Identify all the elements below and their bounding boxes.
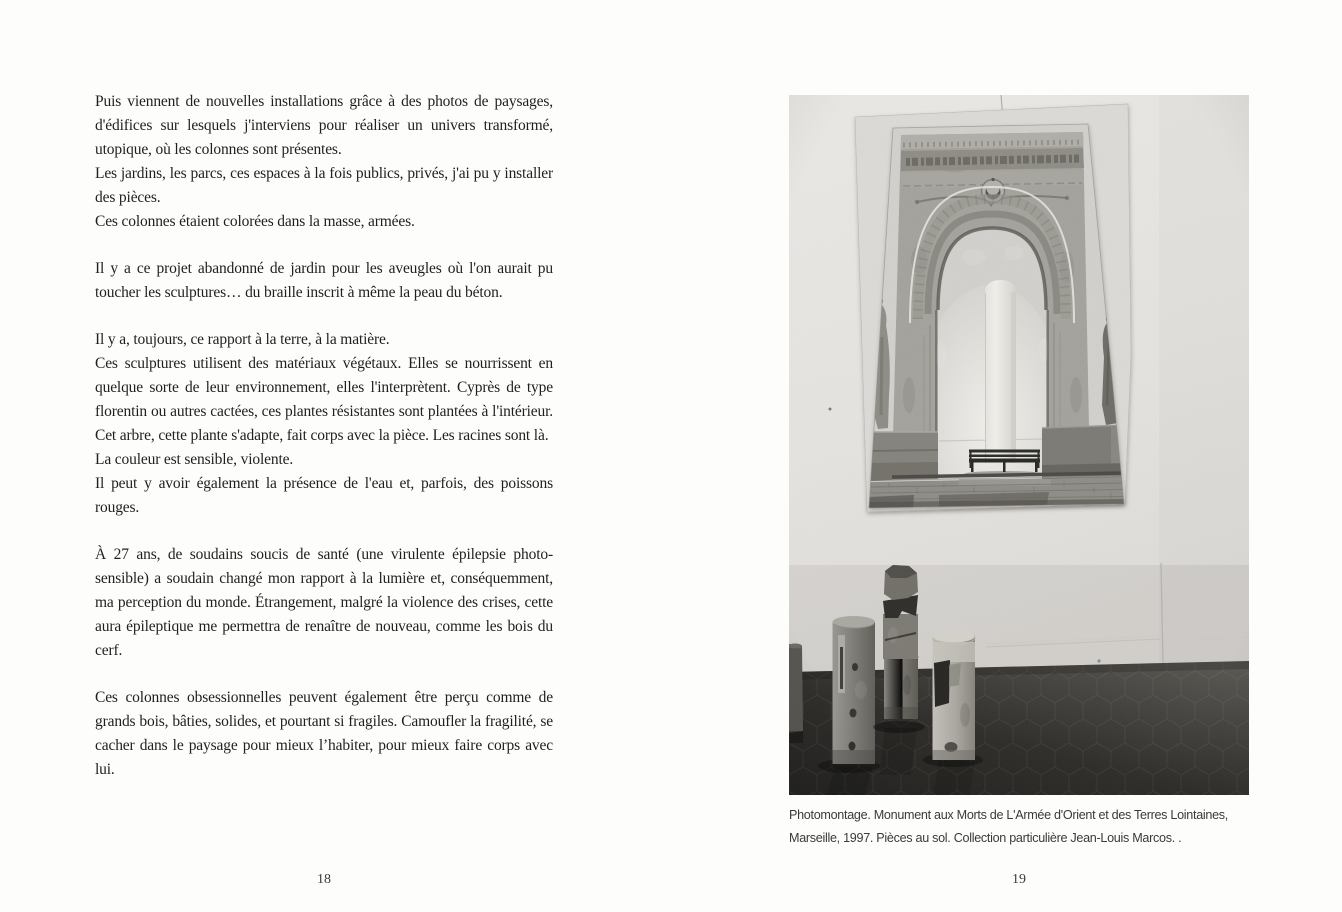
photo-vignette (789, 95, 1249, 795)
paragraph (95, 543, 553, 663)
paragraph (95, 328, 553, 520)
paragraph-line: La couleur est sensible, violente. (95, 451, 294, 468)
paragraph-line: Ces colonnes étaient colorées dans la masse, armées. (95, 213, 415, 230)
text-block (95, 90, 553, 805)
paragraph-line: Il y a ce projet abandonné de jardin pour les aveugles où l'on aurait pu toucher les sculptures… du braille inscrit à même la peau du béton. (95, 260, 553, 301)
paragraph-line: Les jardins, les parcs, ces espaces à la fois publics, privés, j'ai pu y installer des pièces. (95, 165, 553, 206)
photo-caption (789, 804, 1255, 850)
page-number-right: 19 (1012, 872, 1026, 887)
paragraph-line: Il peut y avoir également la présence de l'eau et, parfois, des poissons rouges. (95, 475, 553, 516)
paragraph-line: Ces sculptures utilisent des matériaux végétaux. Elles se nourrissent en quelque sorte de leur environnement, elles l'interprètent. Cyprès de type florentin ou autres cactées, ces plantes résistantes sont plantées à l'intérieur. Cet arbre, cette plante s'adapte, fait corps avec la pièce. Les racines sont là. (95, 355, 553, 444)
page-number-left: 18 (317, 872, 331, 887)
paragraph (95, 257, 553, 305)
paragraph-line: Puis viennent de nouvelles installations grâce à des photos de paysages, d'édifices sur lesquels j'interviens pour réaliser un univers transformé, utopique, où les colonnes sont présentes. (95, 93, 553, 158)
caption-line: Photomontage. Monument aux Morts de L'Armée d'Orient et des Terres Lointaines, (789, 808, 1228, 822)
caption-line: Marseille, 1997. Pièces au sol. Collection particulière Jean-Louis Marcos. . (789, 831, 1182, 845)
paragraph (95, 686, 553, 782)
paragraph-line: À 27 ans, de soudains soucis de santé (une virulente épilepsie photo-sensible) a soudain changé mon rapport à la lumière et, conséquemment, ma perception du monde. Étrangement, malgré la violence des crises, cette aura épileptique me permettra de renaître de nouveau, comme les bois du cerf. (95, 546, 553, 659)
paragraph (95, 90, 553, 234)
paragraph-line: Ces colonnes obsessionnelles peuvent également être perçu comme de grands bois, bâties, solides, et pourtant si fragiles. Camoufler la fragilité, se cacher dans le paysage pour mieux l’habiter, pour mieux faire corps avec lui. (95, 689, 553, 778)
paragraph-line: Il y a, toujours, ce rapport à la terre, à la matière. (95, 331, 390, 348)
installation-photo (789, 95, 1249, 795)
